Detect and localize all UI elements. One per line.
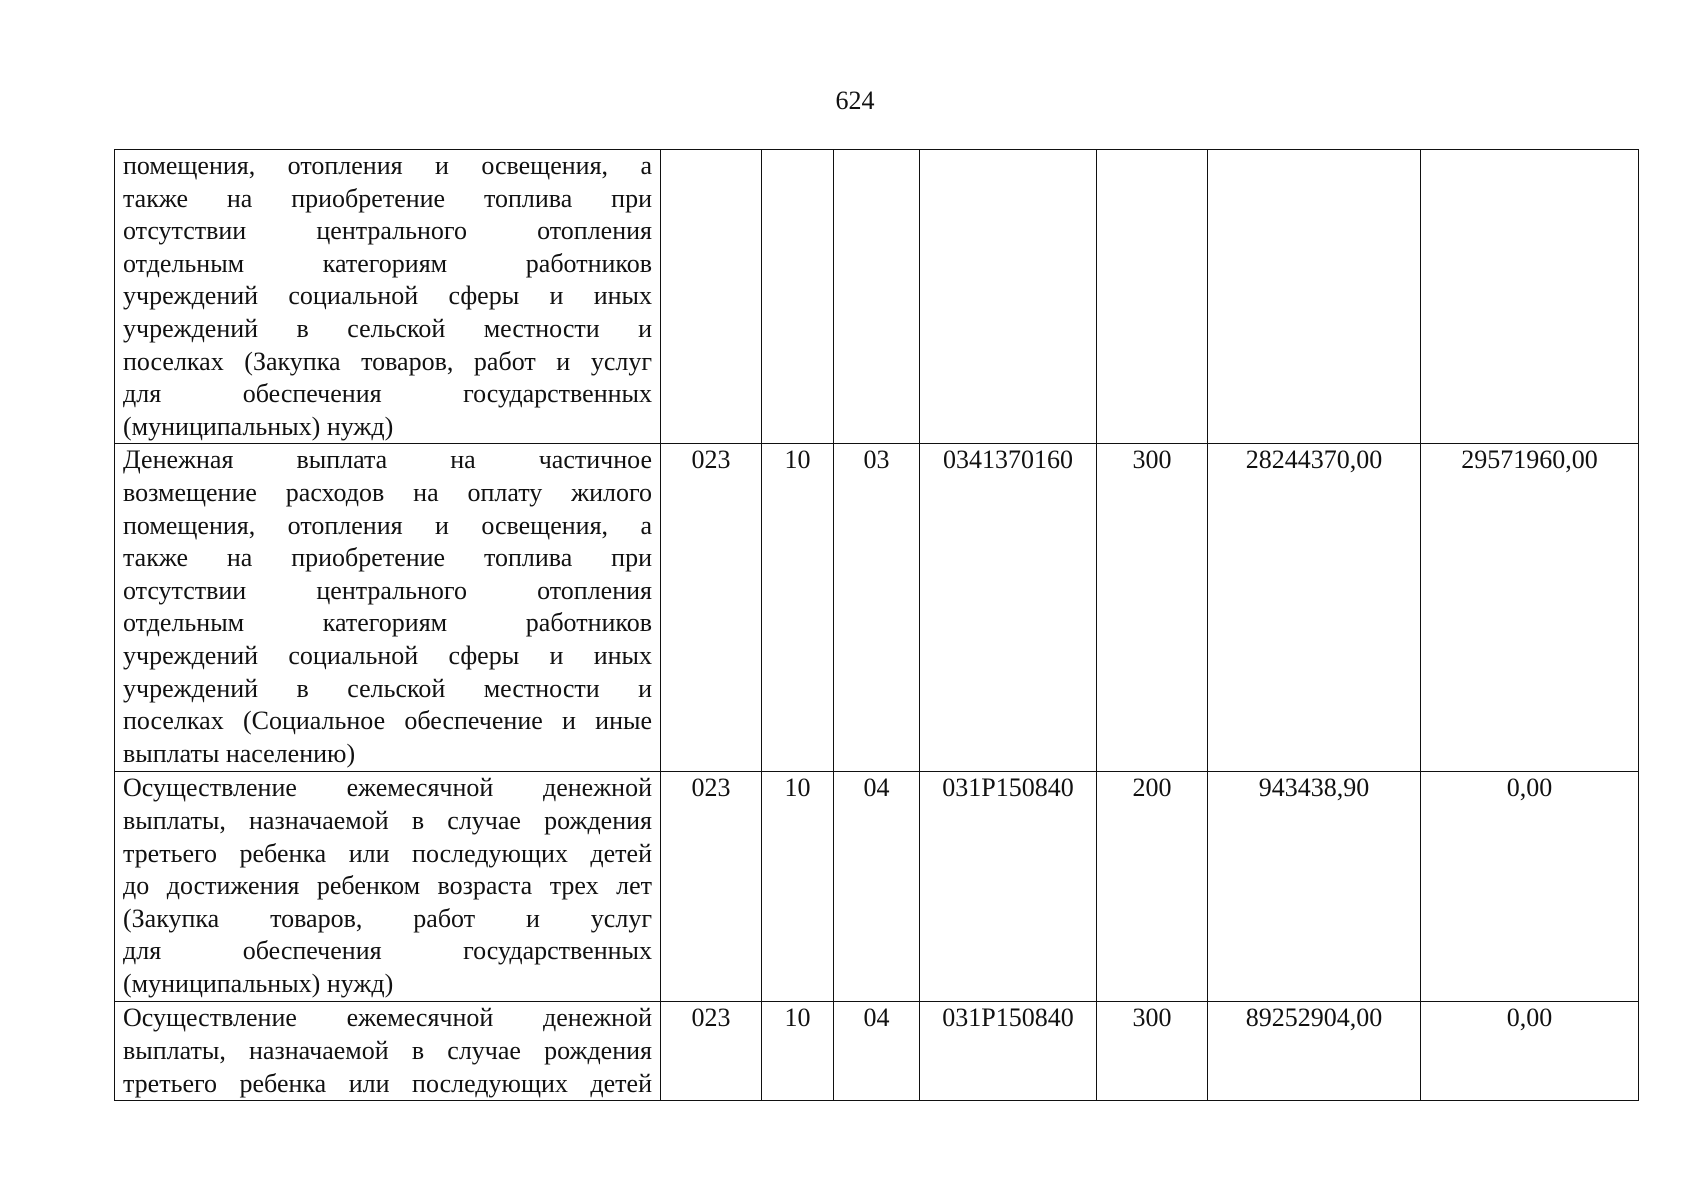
description-line: возмещение расходов на оплату жилого [123,477,652,507]
target-code: 0341370160 [920,444,1097,772]
subsection-code: 03 [834,444,920,772]
table-body [115,150,1639,1101]
table-row [115,772,1639,1002]
description-line: (муниципальных) нужд) [123,411,394,441]
amount-2: 0,00 [1421,1002,1639,1101]
amount-1: 89252904,00 [1208,1002,1421,1101]
description-line: поселках (Социальное обеспечение и иные [123,706,652,736]
page-number: 624 [835,86,875,115]
description-line: (Закупка товаров, работ и услуг [123,903,652,933]
ministry-code: 023 [661,772,762,1002]
description-line: третьего ребенка или последующих детей [123,838,652,868]
amount-1 [1208,150,1421,444]
description-line: отсутствии центрального отопления [123,216,652,246]
section-code: 10 [762,1002,834,1101]
description-line: (муниципальных) нужд) [123,968,394,998]
description-line: отсутствии центрального отопления [123,575,652,605]
target-code: 031P150840 [920,1002,1097,1101]
description-line: поселках (Закупка товаров, работ и услуг [123,346,652,376]
amount-2: 0,00 [1421,772,1639,1002]
row-description [115,150,661,444]
amount-1: 28244370,00 [1208,444,1421,772]
subsection-code: 04 [834,1002,920,1101]
ministry-code [661,150,762,444]
table-row [115,150,1639,444]
description-line: выплаты населению) [123,738,356,768]
expense-type-code: 300 [1097,444,1208,772]
description-line: учреждений в сельской местности и [123,313,652,343]
table-row [115,444,1639,772]
description-line: помещения, отопления и освещения, а [123,510,652,540]
ministry-code: 023 [661,444,762,772]
amount-2: 29571960,00 [1421,444,1639,772]
ministry-code: 023 [661,1002,762,1101]
target-code: 031P150840 [920,772,1097,1002]
description-line: учреждений социальной сферы и иных [123,281,652,311]
expense-type-code [1097,150,1208,444]
subsection-code [834,150,920,444]
expense-type-code: 300 [1097,1002,1208,1101]
description-line: выплаты, назначаемой в случае рождения [123,1035,652,1065]
expense-type-code: 200 [1097,772,1208,1002]
description-line: Осуществление ежемесячной денежной [123,1003,652,1033]
description-line: помещения, отопления и освещения, а [123,151,652,180]
description-line: учреждений социальной сферы и иных [123,640,652,670]
description-line: до достижения ребенком возраста трех лет [123,871,652,901]
table-row [115,1002,1639,1101]
amount-1: 943438,90 [1208,772,1421,1002]
description-line: Денежная выплата на частичное [123,445,652,475]
row-description [115,444,661,772]
section-code: 10 [762,772,834,1002]
description-line: для обеспечения государственных [123,936,652,966]
description-line: отдельным категориям работников [123,608,652,638]
section-code: 10 [762,444,834,772]
description-line: выплаты, назначаемой в случае рождения [123,805,652,835]
description-line: также на приобретение топлива при [123,543,652,573]
description-line: отдельным категориям работников [123,248,652,278]
subsection-code: 04 [834,772,920,1002]
description-line: третьего ребенка или последующих детей [123,1068,652,1098]
description-line: Осуществление ежемесячной денежной [123,773,652,803]
description-line: также на приобретение топлива при [123,183,652,213]
description-line: учреждений в сельской местности и [123,673,652,703]
section-code [762,150,834,444]
target-code [920,150,1097,444]
description-line: для обеспечения государственных [123,379,652,409]
row-description [115,1002,661,1101]
amount-2 [1421,150,1639,444]
budget-table [114,149,1639,1101]
row-description [115,772,661,1002]
